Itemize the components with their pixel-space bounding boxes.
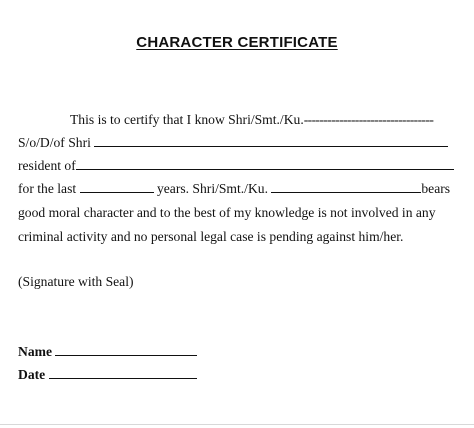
certificate-title: CHARACTER CERTIFICATE	[136, 34, 338, 51]
residence-blank	[76, 159, 454, 170]
name-blank	[55, 345, 197, 356]
parent-label: S/o/D/of Shri	[18, 135, 91, 150]
date-field-row	[18, 367, 197, 383]
name-field-row	[18, 344, 197, 360]
page-bottom-divider	[0, 424, 474, 425]
name-label: Name	[18, 344, 52, 359]
date-label: Date	[18, 367, 46, 382]
certify-text: This is to certify that I know Shri/Smt./Ku.	[70, 112, 304, 127]
years-text: years. Shri/Smt./Ku.	[156, 181, 268, 196]
criminal-record-line: criminal activity and no personal legal case is pending against him/her.	[18, 229, 404, 244]
bears-text: bears	[421, 181, 451, 196]
duration-label: for the last	[18, 181, 77, 196]
subject-name-blank	[271, 182, 421, 193]
residence-label: resident of	[18, 158, 76, 173]
certify-line	[70, 112, 433, 128]
duration-line	[18, 181, 450, 197]
years-blank	[80, 182, 154, 193]
date-blank	[49, 368, 197, 379]
signature-label: (Signature with Seal)	[18, 274, 134, 289]
parent-name-blank	[94, 136, 448, 147]
residence-line	[18, 158, 454, 174]
name-dash-blank: ---------------------------------	[303, 112, 434, 127]
character-line: good moral character and to the best of my knowledge is not involved in any	[18, 205, 436, 220]
parent-line	[18, 135, 448, 151]
